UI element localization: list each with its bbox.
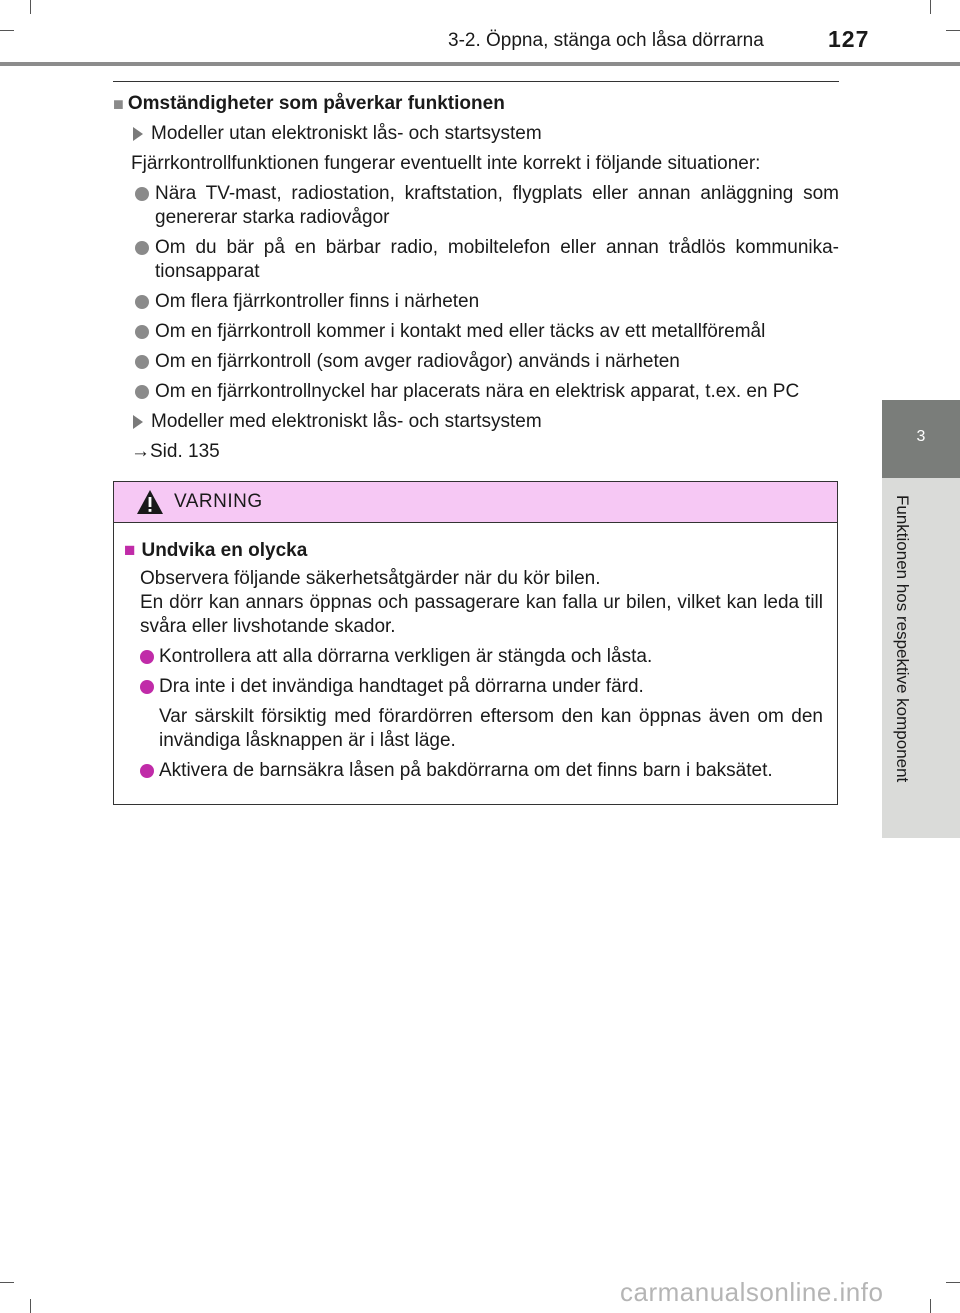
subheading-no-smart-key — [131, 122, 839, 146]
intro-paragraph: Fjärrkontrollfunktionen fungerar eventuellt inte korrekt i följande situationer: — [131, 153, 761, 174]
circle-bullet-icon — [135, 241, 149, 255]
circle-bullet-icon — [135, 187, 149, 201]
running-header: 3-2. Öppna, stänga och låsa dörrarna — [448, 30, 764, 51]
circle-bullet-icon — [140, 680, 154, 694]
square-bullet-icon: ■ — [113, 94, 124, 114]
list-item-text: Om en fjärrkontroll (som avger radiovågor) används i närheten — [155, 351, 680, 372]
list-item — [131, 380, 839, 404]
warning-box — [113, 481, 838, 805]
warning-list-item-text: Dra inte i det invändiga handtaget på dörrarna under färd. — [159, 676, 644, 697]
subheading-smart-key — [131, 410, 839, 434]
warning-list-item — [140, 645, 823, 669]
circle-bullet-icon — [135, 355, 149, 369]
crop-mark — [930, 0, 931, 14]
list-item-text: Nära TV-mast, radiostation, kraftstation, flygplats eller annan anläggning som genererar starka radiovågor — [155, 183, 839, 228]
watermark: carmanualsonline.info — [620, 1277, 884, 1307]
warning-triangle-icon — [136, 489, 164, 515]
list-item-text: Om en fjärrkontroll kommer i kontakt med eller täcks av ett metallföremål — [155, 321, 766, 342]
header-rule — [0, 62, 960, 66]
circle-bullet-icon — [135, 295, 149, 309]
list-item — [131, 290, 839, 314]
chapter-title: Funktionen hos respektive komponent — [893, 495, 912, 783]
warning-body — [114, 523, 837, 783]
warning-label: VARNING — [174, 491, 263, 512]
crop-mark — [30, 0, 31, 14]
circle-bullet-icon — [140, 650, 154, 664]
list-item-text: Om flera fjärrkontroller finns i närheten — [155, 291, 480, 312]
page-number: 127 — [828, 26, 870, 52]
warning-intro-line: En dörr kan annars öppnas och passagerare kan falla ur bilen, vilket kan leda till svåra eller livshotande skador. — [140, 592, 823, 637]
crop-mark — [0, 1282, 14, 1283]
square-bullet-icon: ■ — [124, 540, 136, 561]
chapter-number: 3 — [916, 428, 926, 445]
crop-mark — [930, 1299, 931, 1313]
circle-bullet-icon — [140, 764, 154, 778]
list-item-text: Om du bär på en bärbar radio, mobiltelefon eller annan trådlös kommunika-tionsapparat — [155, 237, 839, 282]
warning-title — [124, 539, 823, 563]
section-heading — [113, 92, 839, 116]
circle-bullet-icon — [135, 325, 149, 339]
triangle-bullet-icon — [133, 127, 143, 141]
circle-bullet-icon — [135, 385, 149, 399]
list-item — [131, 236, 839, 284]
warning-intro — [140, 567, 823, 639]
main-content — [113, 92, 839, 470]
warning-title-text: Undvika en olycka — [141, 540, 308, 561]
list-item-text: Om en fjärrkontrollnyckel har placerats nära en elektrisk apparat, t.ex. en PC — [155, 381, 800, 402]
page-reference-link[interactable]: →Sid. 135 — [131, 441, 220, 462]
warning-list-item-text: Aktivera de barnsäkra låsen på bakdörrarna om det finns barn i baksätet. — [159, 760, 773, 781]
crop-mark — [0, 30, 14, 31]
crop-mark — [946, 30, 960, 31]
section-rule — [113, 81, 839, 82]
crop-mark — [30, 1299, 31, 1313]
subheading-text: Modeller med elektroniskt lås- och startsystem — [151, 411, 542, 432]
warning-list-item-text: Kontrollera att alla dörrarna verkligen är stängda och låsta. — [159, 646, 653, 667]
warning-list-item — [140, 759, 823, 783]
section-heading-text: Omständigheter som påverkar funktionen — [127, 93, 505, 114]
warning-header — [114, 482, 837, 523]
crop-mark — [946, 1282, 960, 1283]
warning-list-item — [140, 675, 823, 699]
warning-list-item-detail: Var särskilt försiktig med förardörren eftersom den kan öppnas även om den invändiga låsknappen är i låst läge. — [159, 706, 823, 751]
list-item — [131, 182, 839, 230]
subheading-text: Modeller utan elektroniskt lås- och startsystem — [151, 123, 542, 144]
warning-intro-line: Observera följande säkerhetsåtgärder när du kör bilen. — [140, 568, 601, 589]
list-item — [131, 350, 839, 374]
triangle-bullet-icon — [133, 415, 143, 429]
list-item — [131, 320, 839, 344]
